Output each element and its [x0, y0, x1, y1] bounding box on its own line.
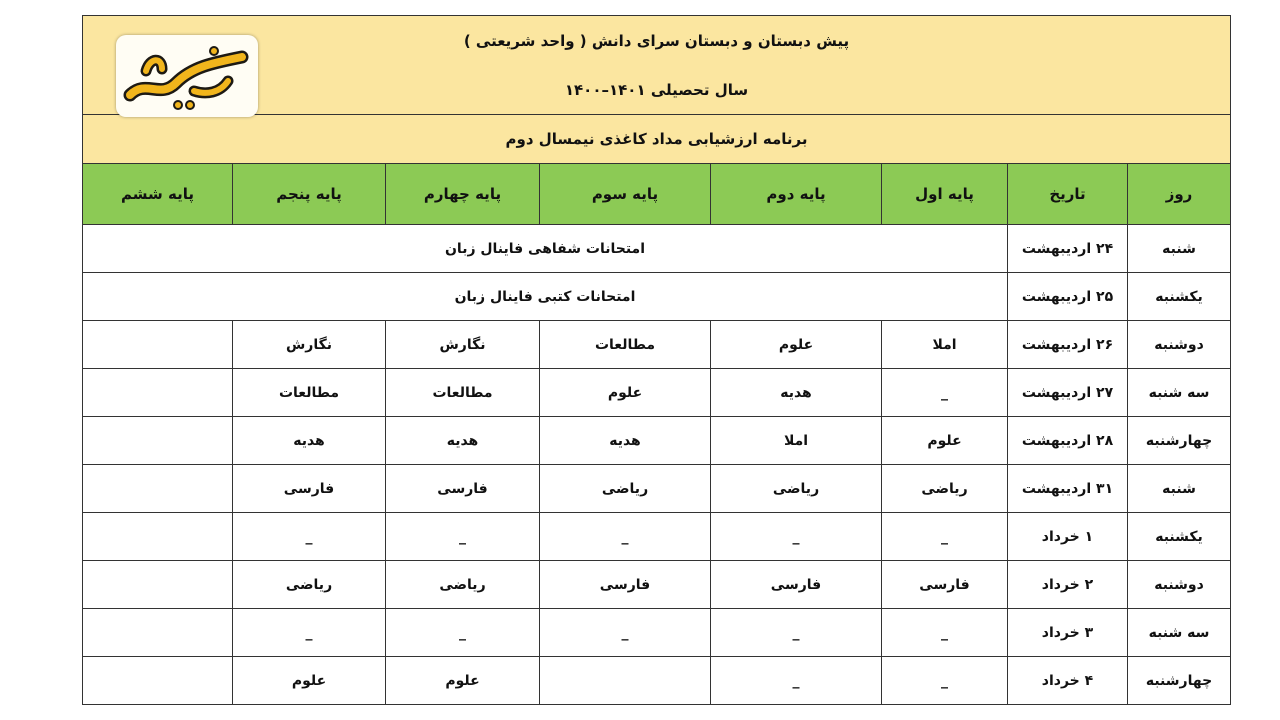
- date-cell: ۳ خرداد: [1008, 609, 1128, 657]
- day-cell: دوشنبه: [1128, 561, 1231, 609]
- col-header-grade-3: پایه سوم: [540, 164, 711, 225]
- subject-cell: فارسی: [386, 465, 540, 513]
- date-cell: ۱ خرداد: [1008, 513, 1128, 561]
- day-cell: یکشنبه: [1128, 273, 1231, 321]
- subject-cell: [83, 369, 233, 417]
- col-header-date: تاریخ: [1008, 164, 1128, 225]
- subject-cell: فارسی: [233, 465, 386, 513]
- table-row: [83, 369, 1231, 417]
- column-header-row: [83, 164, 1231, 225]
- merged-note-cell: امتحانات کتبی فاینال زبان: [83, 273, 1008, 321]
- table-row: [83, 225, 1231, 273]
- table-row: [83, 321, 1231, 369]
- subject-cell: هدیه: [711, 369, 882, 417]
- subject-cell: [540, 657, 711, 705]
- subject-cell: ریاضی: [711, 465, 882, 513]
- subject-cell: مطالعات: [386, 369, 540, 417]
- exam-schedule-sheet: [82, 15, 1230, 706]
- subject-cell: _: [882, 609, 1008, 657]
- subject-cell: [83, 465, 233, 513]
- subject-cell: علوم: [711, 321, 882, 369]
- day-cell: سه شنبه: [1128, 369, 1231, 417]
- subject-cell: فارسی: [540, 561, 711, 609]
- subject-cell: نگارش: [233, 321, 386, 369]
- subject-cell: فارسی: [882, 561, 1008, 609]
- table-row: [83, 561, 1231, 609]
- day-cell: شنبه: [1128, 225, 1231, 273]
- subject-cell: ریاضی: [882, 465, 1008, 513]
- program-title: برنامه ارزشیابی مداد کاغذی نیمسال دوم: [83, 115, 1231, 164]
- date-cell: ۲۵ اردیبهشت: [1008, 273, 1128, 321]
- school-title: پیش دبستان و دبستان سرای دانش ( واحد شریعتی ): [83, 16, 1231, 67]
- subject-cell: [83, 321, 233, 369]
- table-row: [83, 465, 1231, 513]
- header-row-program: [83, 115, 1231, 164]
- table-row: [83, 657, 1231, 705]
- subject-cell: _: [711, 513, 882, 561]
- subject-cell: علوم: [540, 369, 711, 417]
- table-row: [83, 513, 1231, 561]
- table-row: [83, 273, 1231, 321]
- subject-cell: علوم: [386, 657, 540, 705]
- day-cell: چهارشنبه: [1128, 417, 1231, 465]
- date-cell: ۲۷ اردیبهشت: [1008, 369, 1128, 417]
- subject-cell: [83, 657, 233, 705]
- col-header-grade-4: پایه چهارم: [386, 164, 540, 225]
- day-cell: چهارشنبه: [1128, 657, 1231, 705]
- table-row: [83, 417, 1231, 465]
- logo-mark: [116, 35, 258, 117]
- date-cell: ۲۶ اردیبهشت: [1008, 321, 1128, 369]
- subject-cell: هدیه: [540, 417, 711, 465]
- table-row: [83, 609, 1231, 657]
- subject-cell: _: [233, 513, 386, 561]
- subject-cell: ریاضی: [386, 561, 540, 609]
- subject-cell: ریاضی: [540, 465, 711, 513]
- subject-cell: هدیه: [233, 417, 386, 465]
- subject-cell: _: [540, 513, 711, 561]
- date-cell: ۲۸ اردیبهشت: [1008, 417, 1128, 465]
- exam-schedule-table: [82, 15, 1231, 705]
- date-cell: ۳۱ اردیبهشت: [1008, 465, 1128, 513]
- subject-cell: [83, 513, 233, 561]
- col-header-day: روز: [1128, 164, 1231, 225]
- subject-cell: مطالعات: [233, 369, 386, 417]
- subject-cell: نگارش: [386, 321, 540, 369]
- subject-cell: مطالعات: [540, 321, 711, 369]
- subject-cell: فارسی: [711, 561, 882, 609]
- subject-cell: ریاضی: [233, 561, 386, 609]
- day-cell: یکشنبه: [1128, 513, 1231, 561]
- col-header-grade-6: پایه ششم: [83, 164, 233, 225]
- subject-cell: _: [540, 609, 711, 657]
- subject-cell: _: [882, 657, 1008, 705]
- subject-cell: _: [386, 513, 540, 561]
- subject-cell: _: [882, 513, 1008, 561]
- subject-cell: املا: [882, 321, 1008, 369]
- day-cell: سه شنبه: [1128, 609, 1231, 657]
- subject-cell: _: [233, 609, 386, 657]
- merged-note-cell: امتحانات شفاهی فاینال زبان: [83, 225, 1008, 273]
- col-header-grade-1: پایه اول: [882, 164, 1008, 225]
- subject-cell: _: [386, 609, 540, 657]
- subject-cell: هدیه: [386, 417, 540, 465]
- school-logo: [116, 35, 258, 117]
- subject-cell: _: [711, 657, 882, 705]
- academic-year: سال تحصیلی ۱۴۰۱–۱۴۰۰: [83, 66, 1231, 115]
- subject-cell: [83, 417, 233, 465]
- day-cell: شنبه: [1128, 465, 1231, 513]
- date-cell: ۴ خرداد: [1008, 657, 1128, 705]
- subject-cell: _: [711, 609, 882, 657]
- subject-cell: علوم: [882, 417, 1008, 465]
- subject-cell: [83, 561, 233, 609]
- subject-cell: [83, 609, 233, 657]
- col-header-grade-2: پایه دوم: [711, 164, 882, 225]
- subject-cell: علوم: [233, 657, 386, 705]
- date-cell: ۲ خرداد: [1008, 561, 1128, 609]
- day-cell: دوشنبه: [1128, 321, 1231, 369]
- col-header-grade-5: پایه پنجم: [233, 164, 386, 225]
- date-cell: ۲۴ اردیبهشت: [1008, 225, 1128, 273]
- subject-cell: _: [882, 369, 1008, 417]
- subject-cell: املا: [711, 417, 882, 465]
